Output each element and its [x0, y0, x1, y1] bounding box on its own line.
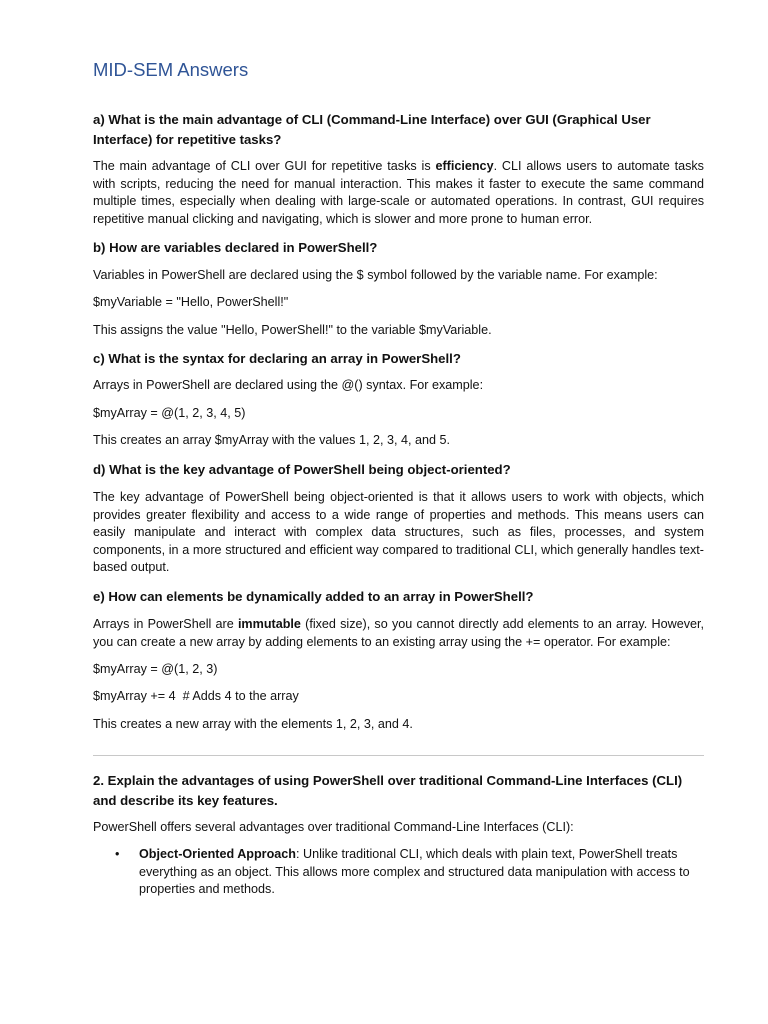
question-b: b) How are variables declared in PowerShell?	[93, 240, 378, 255]
answer-c-paragraph: Arrays in PowerShell are declared using the @() syntax. For example:	[93, 378, 484, 392]
question-a: a) What is the main advantage of CLI (Command-Line Interface) over GUI (Graphical User Interface) for repetitive tasks?	[93, 112, 651, 147]
answer-a-text-start: The main advantage of CLI over GUI for repetitive tasks is	[93, 159, 436, 173]
answer-d-paragraph: The key advantage of PowerShell being object-oriented is that it allows users to work with objects, which provides greater flexibility and access to a wide range of properties and methods. This means users can easily manipulate and interact with complex data structures, such as files, processes, and system components, in a more structured and efficient way compared to traditional CLI, which generally handles text-based output.	[93, 490, 704, 575]
page-title: MID-SEM Answers	[93, 59, 249, 80]
list-item-title: Object-Oriented Approach	[139, 847, 296, 861]
section-2-question: 2. Explain the advantages of using PowerShell over traditional Command-Line Interfaces (CLI) and describe its key features.	[93, 773, 683, 808]
list-item-text: : Unlike traditional CLI, which deals with plain text, PowerShell treats everything as an object. This allows more complex and structured data manipulation with access to properties and methods.	[139, 847, 690, 897]
bullet-icon: •	[115, 847, 120, 861]
answer-e-explanation: This creates a new array with the elements 1, 2, 3, and 4.	[93, 717, 413, 731]
section-2-intro: PowerShell offers several advantages over traditional Command-Line Interfaces (CLI):	[93, 820, 574, 834]
answer-a-text-end: . CLI allows users to automate tasks with scripts, reducing the need for manual interaction. This makes it faster to execute the same command multiple times, especially when dealing with large-scale or automated operations. In contrast, GUI requires repetitive manual clicking and navigating, which is slower and more prone to human error.	[93, 159, 704, 226]
section-divider	[93, 755, 704, 756]
answer-b-code: $myVariable = "Hello, PowerShell!"	[93, 295, 289, 309]
answer-a-bold-efficiency: efficiency	[435, 159, 494, 173]
answer-e-code-1: $myArray = @(1, 2, 3)	[93, 662, 218, 676]
question-e: e) How can elements be dynamically added to an array in PowerShell?	[93, 589, 534, 604]
question-d: d) What is the key advantage of PowerShell being object-oriented?	[93, 462, 511, 477]
answer-b-paragraph: Variables in PowerShell are declared using the $ symbol followed by the variable name. For example:	[93, 268, 658, 282]
answer-e-bold-immutable: immutable	[237, 617, 301, 631]
question-c: c) What is the syntax for declaring an array in PowerShell?	[93, 351, 461, 366]
list-item	[93, 846, 704, 899]
answer-e-paragraph	[93, 616, 704, 651]
answer-e-text-end: (fixed size), so you cannot directly add elements to an array. However, you can create a new array by adding elements to an existing array using the += operator. For example:	[93, 617, 704, 649]
answer-b-explanation: This assigns the value "Hello, PowerShell!" to the variable $myVariable.	[93, 323, 492, 337]
answer-c-code: $myArray = @(1, 2, 3, 4, 5)	[93, 406, 246, 420]
answer-a-paragraph	[93, 158, 704, 228]
answer-e-code-2: $myArray += 4 # Adds 4 to the array	[93, 689, 299, 703]
advantages-list	[93, 846, 704, 899]
answer-e-text-start: Arrays in PowerShell are	[93, 617, 238, 631]
answer-c-explanation: This creates an array $myArray with the values 1, 2, 3, 4, and 5.	[93, 433, 450, 447]
